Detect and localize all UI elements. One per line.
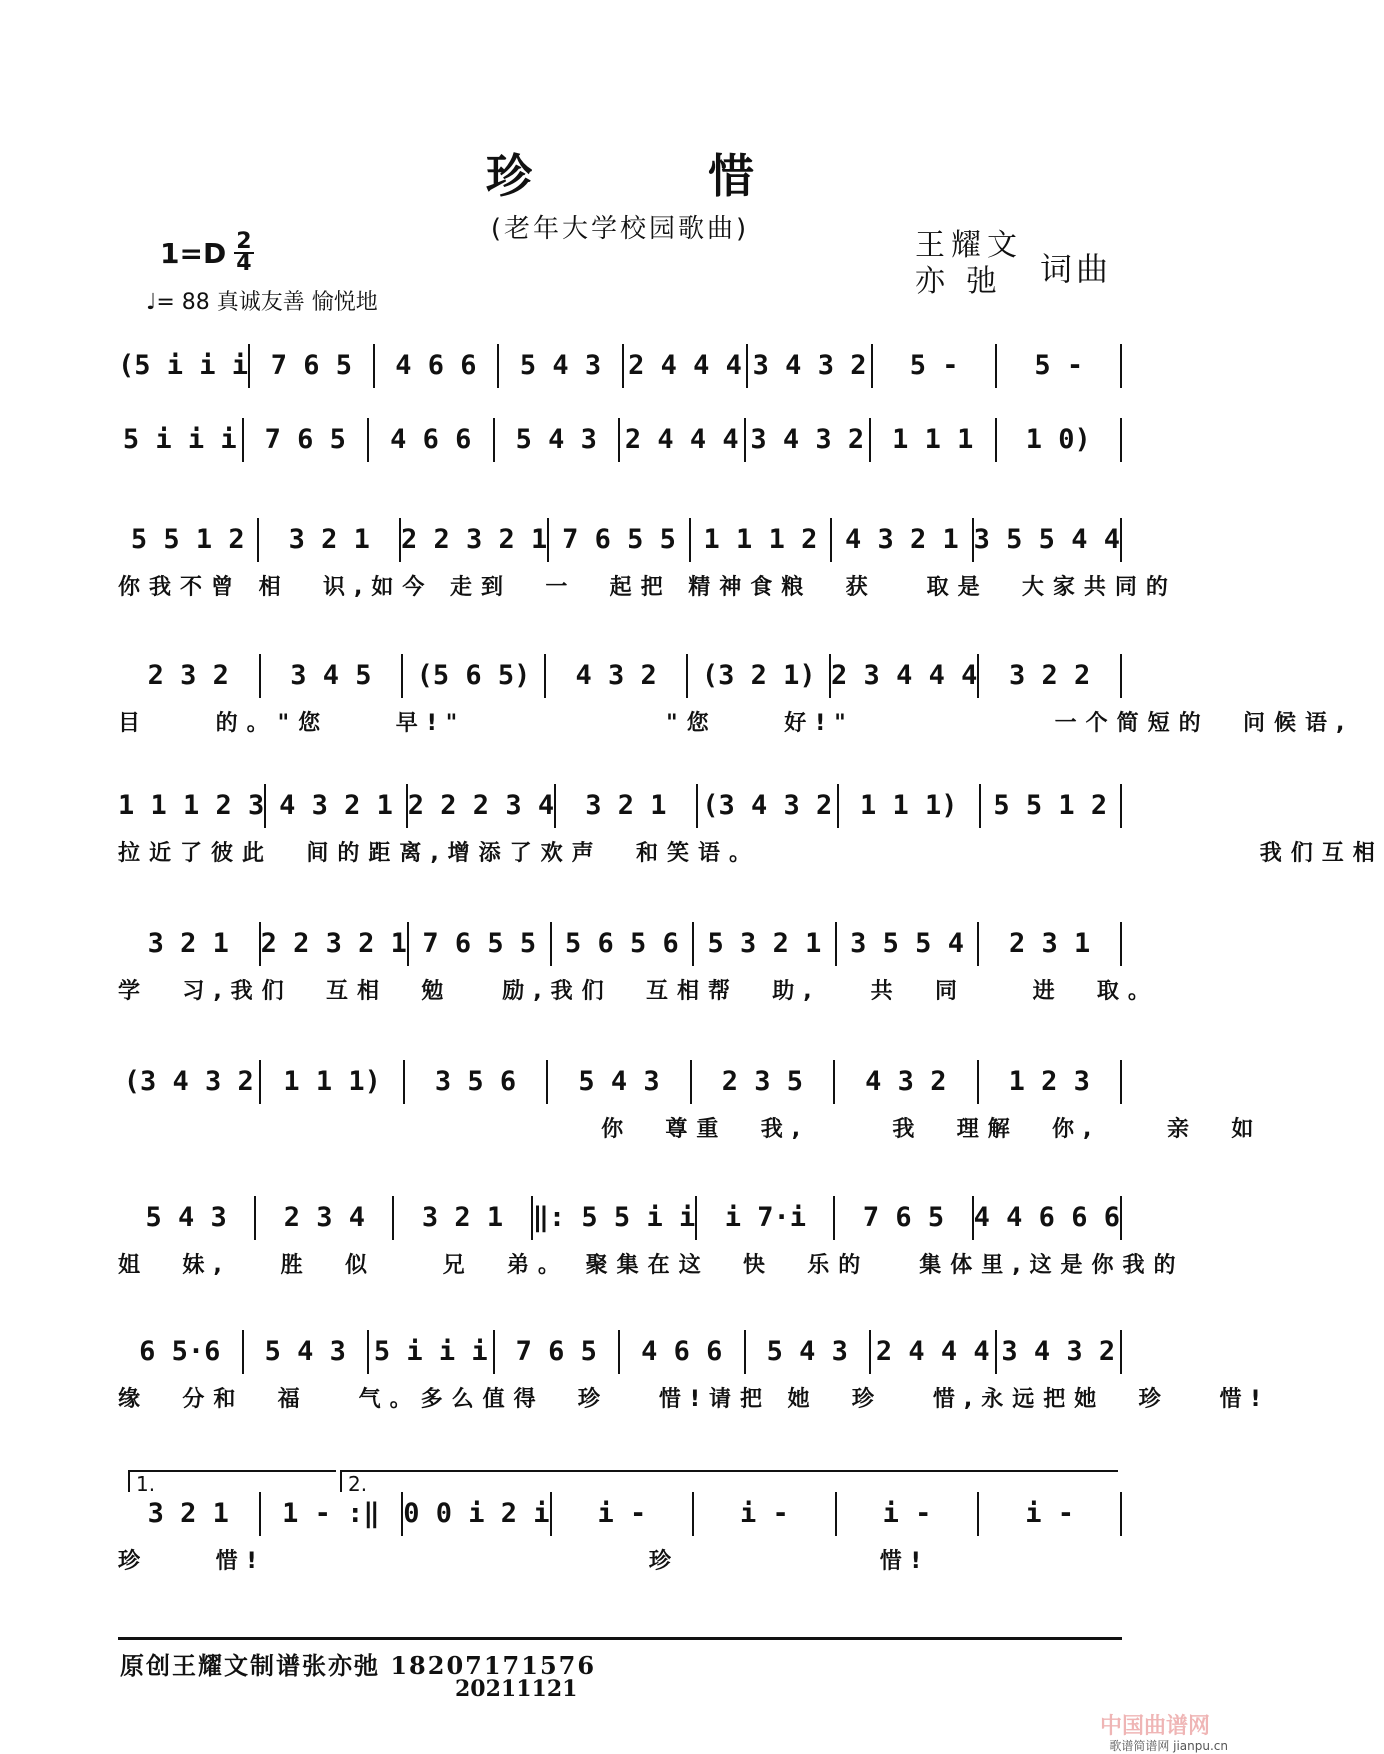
measure: 2 2 3 2 1	[399, 518, 547, 562]
notes-row	[118, 1060, 1122, 1104]
measure: 2 3 2	[147, 660, 229, 691]
measure: i -	[835, 1492, 978, 1536]
measure: 1 - :‖	[259, 1492, 402, 1536]
notes-row	[118, 418, 1122, 462]
measure: i 7·i	[695, 1196, 833, 1240]
measure: 4 6 6	[367, 418, 493, 462]
measure: (3 4 3 2	[696, 784, 837, 828]
measure: 2 3 5	[690, 1060, 833, 1104]
notes-row	[118, 654, 1122, 698]
score-system	[118, 344, 1122, 388]
measure: 1 1 1 2 3	[118, 790, 265, 821]
measure: 5 i i i	[367, 1330, 493, 1374]
measure: 3 2 1	[257, 518, 398, 562]
measure: 7 6 5	[833, 1196, 971, 1240]
lyrics-line: 目 的。"您 早!" "您 好!" 一个简短的 问候语,	[118, 711, 1354, 736]
time-top: 2	[236, 229, 252, 254]
measure: 3 4 3 2	[746, 344, 871, 388]
lyrics-line: 你 尊重 我, 我 理解 你, 亲 如	[118, 1117, 1263, 1142]
song-subtitle: (老年大学校园歌曲)	[490, 214, 750, 244]
lyrics-line: 你我不曾 相 识,如今 走到 一 起把 精神食粮 获 取是 大家共同的	[118, 575, 1177, 600]
measure: 2 2 3 2 1	[259, 922, 407, 966]
lyrics-line: 姐 妹, 胜 似 兄 弟。 聚集在这 快 乐的 集体里,这是你我的	[118, 1253, 1185, 1278]
measure: i -	[977, 1492, 1120, 1536]
volta-2: 2.	[340, 1470, 1118, 1492]
measure: 1 0)	[995, 418, 1121, 462]
measure: 4 6 6	[373, 344, 498, 388]
measure: 2 3 4	[254, 1196, 392, 1240]
lyrics-line: 学 习,我们 互相 勉 励,我们 互相帮 助, 共 同 进 取。	[118, 979, 1159, 1004]
measure: 3 5 5 4 4	[972, 518, 1120, 562]
measure: 2 3 1	[977, 922, 1120, 966]
measure: 3 2 1	[392, 1196, 530, 1240]
measure: 1 1 1 2	[689, 518, 830, 562]
measure: 2 4 4 4	[622, 344, 747, 388]
measure: 5 4 3	[242, 1330, 368, 1374]
composer-name: 亦 弛	[915, 264, 1003, 299]
measure: 2 4 4 4	[618, 418, 744, 462]
time-bottom: 4	[236, 251, 252, 276]
measure: 4 3 2	[544, 654, 687, 698]
measure: i -	[550, 1492, 693, 1536]
measure: 3 5 5 4	[835, 922, 978, 966]
measure: 5 -	[995, 344, 1120, 388]
score-system	[118, 922, 1159, 1004]
credit-role: 词曲	[1040, 250, 1113, 288]
measure: 1 1 1)	[837, 784, 978, 828]
measure: 4 3 2 1	[264, 784, 405, 828]
measure: 7 6 5	[242, 418, 368, 462]
measure: 5 6 5 6	[550, 922, 693, 966]
measure: 5 i i i	[122, 424, 237, 455]
measure: 4 6 6	[618, 1330, 744, 1374]
volta-1: 1.	[128, 1470, 336, 1492]
measure: 2 3 4 4 4	[829, 654, 977, 698]
measure: 5 4 3	[493, 418, 619, 462]
measure: 5 -	[871, 344, 996, 388]
measure: 3 2 1	[147, 1498, 229, 1529]
measure: 3 2 1	[554, 784, 695, 828]
credits	[915, 228, 1023, 300]
lyrics-line: 缘 分和 福 气。多么值得 珍 惜!请把 她 珍 惜,永远把她 珍 惜!	[118, 1387, 1270, 1412]
measure: 3 4 3 2	[744, 418, 870, 462]
notes-row	[118, 1492, 1122, 1536]
measure: 2 4 4 4	[869, 1330, 995, 1374]
score-system	[118, 1330, 1270, 1412]
notes-row	[118, 784, 1122, 828]
measure: 1 1 1)	[259, 1060, 402, 1104]
measure: 3 5 6	[403, 1060, 546, 1104]
measure: 7 6 5	[248, 344, 373, 388]
measure: 5 4 3	[744, 1330, 870, 1374]
measure: 4 4 6 6 6	[972, 1196, 1120, 1240]
measure: 5 3 2 1	[692, 922, 835, 966]
measure: 2 2 2 3 4	[406, 784, 554, 828]
watermark-site: 歌谱简谱网 jianpu.cn	[1109, 1739, 1228, 1753]
notes-row	[118, 922, 1122, 966]
score-system	[118, 784, 1384, 866]
score-system	[118, 1196, 1185, 1278]
score-system	[118, 1060, 1263, 1142]
measure: 6 5·6	[139, 1336, 221, 1367]
measure: 7 6 5	[493, 1330, 619, 1374]
score-system	[118, 654, 1354, 736]
measure: 4 3 2 1	[830, 518, 971, 562]
notes-row	[118, 518, 1122, 562]
footer-date: 20211121	[455, 1676, 578, 1702]
measure: 3 2 2	[977, 654, 1120, 698]
key-label: 1=D	[160, 236, 227, 270]
measure: 3 4 3 2	[995, 1330, 1121, 1374]
volta-brackets	[118, 1470, 1122, 1496]
measure: 1 2 3	[977, 1060, 1120, 1104]
score-system	[118, 1470, 1122, 1574]
measure: 5 4 3	[145, 1202, 227, 1233]
footer-credit: 原创王耀文制谱张亦弛 18207171576	[120, 1651, 597, 1680]
measure: 1 1 1	[869, 418, 995, 462]
measure: i -	[692, 1492, 835, 1536]
notes-row	[118, 1196, 1122, 1240]
measure: 3 2 1	[147, 928, 229, 959]
watermark-logo: 中国曲谱网	[1099, 1714, 1210, 1739]
measure: 5 5 1 2	[130, 524, 245, 555]
key-signature	[160, 229, 254, 276]
measure: (5 6 5)	[401, 654, 544, 698]
song-title: 珍 惜	[485, 149, 834, 203]
measure: 0 0 i 2 i	[401, 1492, 549, 1536]
measure: 5 4 3	[497, 344, 622, 388]
measure: 7 6 5 5	[407, 922, 550, 966]
notes-row	[118, 1330, 1122, 1374]
lyrics-line: 拉近了彼此 间的距离,增添了欢声 和笑语。 我们互相	[118, 841, 1384, 866]
lyrics-line: 珍 惜! 珍 惜!	[118, 1549, 930, 1574]
score-system	[118, 518, 1177, 600]
measure: 5 4 3	[546, 1060, 689, 1104]
measure: 3 4 5	[259, 654, 402, 698]
lyricist-name: 王耀文	[915, 228, 1023, 263]
measure: (5 i i i	[118, 350, 249, 381]
measure: (3 2 1)	[686, 654, 829, 698]
tempo-marking: ♩= 88 真诚友善 愉悦地	[146, 290, 378, 315]
measure: 4 3 2	[833, 1060, 976, 1104]
measure: 5 5 1 2	[979, 784, 1120, 828]
measure: ‖: 5 5 i i	[531, 1196, 696, 1240]
footer-divider	[118, 1637, 1122, 1640]
measure: 7 6 5 5	[547, 518, 688, 562]
score-system	[118, 418, 1122, 462]
time-signature	[234, 229, 253, 276]
notes-row	[118, 344, 1122, 388]
measure: (3 4 3 2	[123, 1066, 254, 1097]
